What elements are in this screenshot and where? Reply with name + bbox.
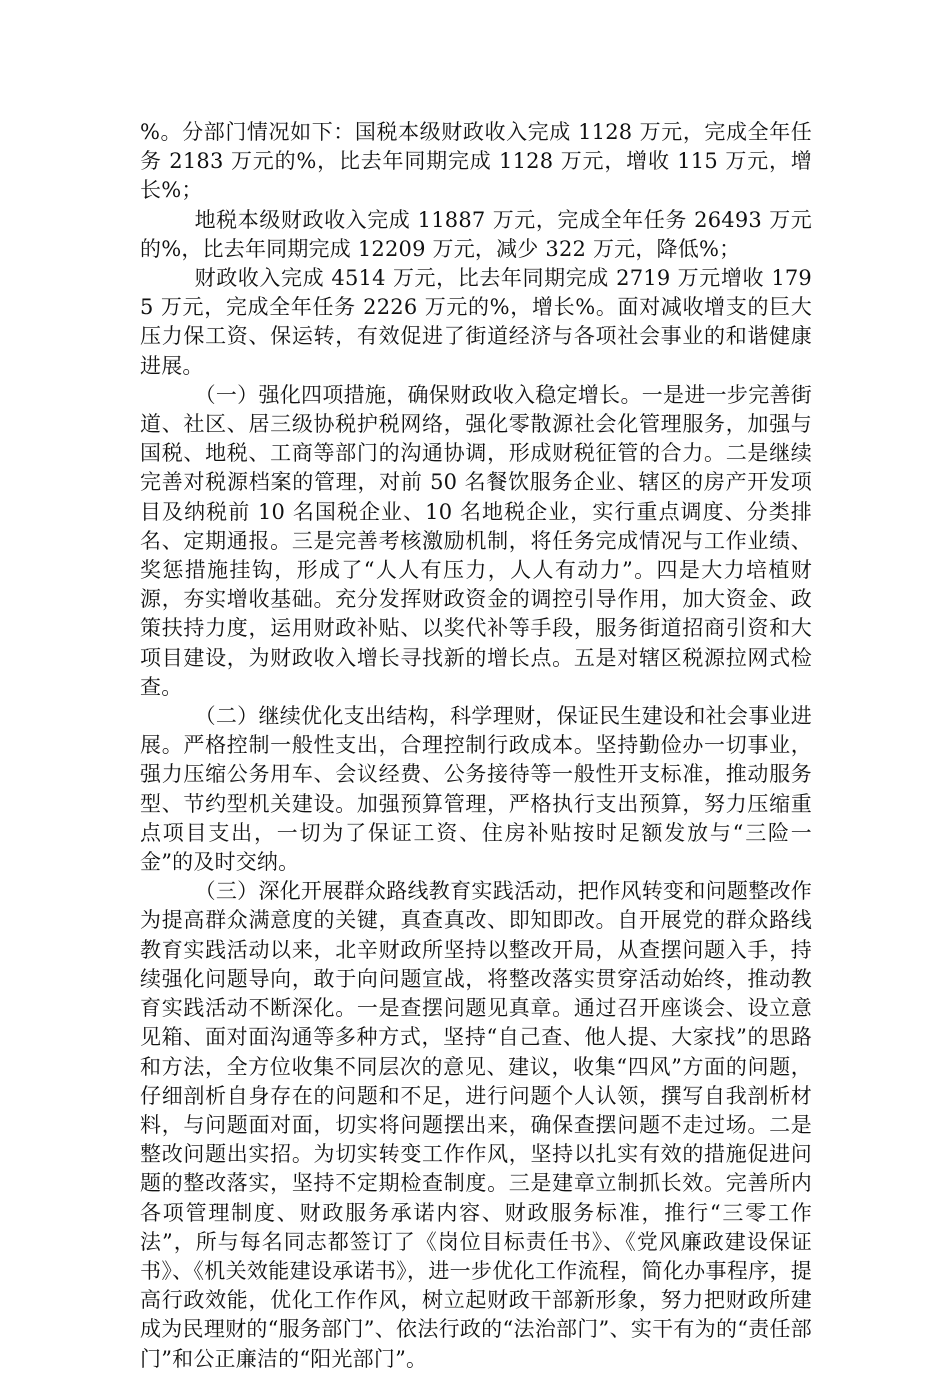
document-page: [140, 118, 812, 1374]
paragraph-revenue: 财政收入完成 4514 万元，比去年同期完成 2719 万元增收 1795 万元，完成全年任务 2226 万元的%，增长%。面对减收增支的巨大压力保工资、保运转，有效促进了街道经济与各项社会事业的和谐健康进展。: [140, 266, 812, 378]
paragraph-local-tax: 地税本级财政收入完成 11887 万元，完成全年任务 26493 万元的%，比去年同期完成 12209 万元，减少 322 万元，降低%；: [140, 207, 812, 261]
paragraph-section-one: （一）强化四项措施，确保财政收入稳定增长。一是进一步完善街道、社区、居三级协税护税网络，强化零散源社会化管理服务，加强与国税、地税、工商等部门的沟通协调，形成财税征管的合力。二是继续完善对税源档案的管理，对前 50 名餐饮服务企业、辖区的房产开发项目及纳税前 10 名国税企业、10 名地税企业，实行重点调度、分类排名、定期通报。三是完善考核激励机制，将任务完成情况与工作业绩、奖惩措施挂钩，形成了“人人有压力，人人有动力”。四是大力培植财源，夯实增收基础。充分发挥财政资金的调控引导作用，加大资金、政策扶持力度，运用财政补贴、以奖代补等手段，服务街道招商引资和大项目建设，为财政收入增长寻找新的增长点。五是对辖区税源拉网式检查。: [140, 382, 812, 699]
paragraph-section-two: （二）继续优化支出结构，科学理财，保证民生建设和社会事业进展。严格控制一般性支出，合理控制行政成本。坚持勤俭办一切事业，强力压缩公务用车、会议经费、公务接待等一般性开支标准，推动服务型、节约型机关建设。加强预算管理，严格执行支出预算，努力压缩重点项目支出，一切为了保证工资、住房补贴按时足额发放与“三险一金”的及时交纳。: [140, 704, 812, 875]
paragraph-section-three: （三）深化开展群众路线教育实践活动，把作风转变和问题整改作为提高群众满意度的关键，真查真改、即知即改。自开展党的群众路线教育实践活动以来，北辛财政所坚持以整改开局，从查摆问题入手，持续强化问题导向，敢于向问题宣战，将整改落实贯穿活动始终，推动教育实践活动不断深化。一是查摆问题见真章。通过召开座谈会、设立意见箱、面对面沟通等多种方式，坚持“自己查、他人提、大家找”的思路和方法，全方位收集不同层次的意见、建议，收集“四风”方面的问题，仔细剖析自身存在的问题和不足，进行问题个人认领，撰写自我剖析材料，与问题面对面，切实将问题摆出来，确保查摆问题不走过场。二是整改问题出实招。为切实转变工作作风，坚持以扎实有效的措施促进问题的整改落实，坚持不定期检查制度。三是建章立制抓长效。完善所内各项管理制度、财政服务承诺内容、财政服务标准，推行“三零工作法”，所与每名同志都签订了《岗位目标责任书》、《党风廉政建设保证书》、《机关效能建设承诺书》，进一步优化工作流程，简化办事程序，提高行政效能，优化工作作风，树立起财政干部新形象，努力把财政所建成为民理财的“服务部门”、依法行政的“法治部门”、实干有为的“责任部门”和公正廉洁的“阳光部门”。: [140, 879, 812, 1371]
paragraph-summary: %。分部门情况如下：国税本级财政收入完成 1128 万元，完成全年任务 2183 万元的%，比去年同期完成 1128 万元，增收 115 万元，增长%；: [140, 120, 812, 203]
